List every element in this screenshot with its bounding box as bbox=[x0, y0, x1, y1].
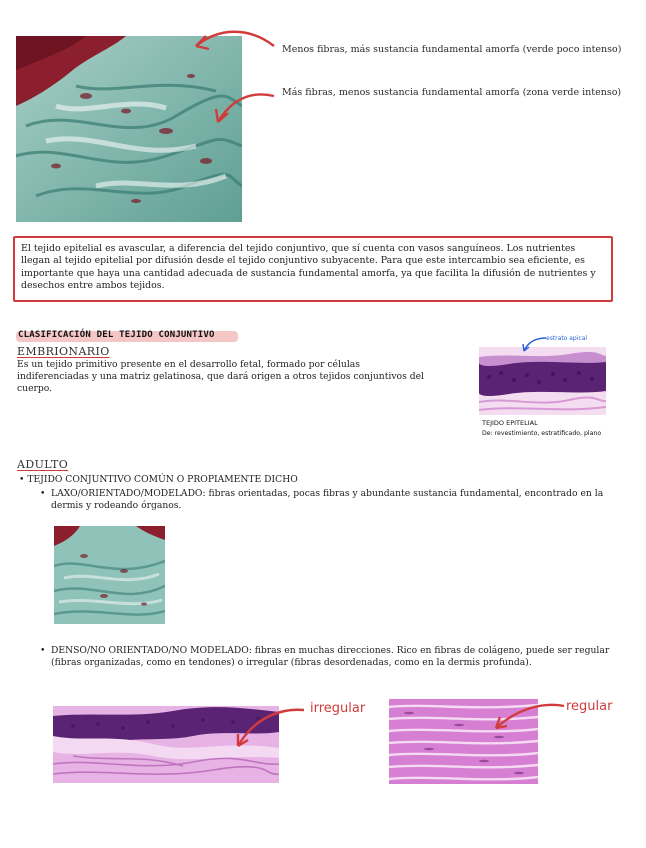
section-title: CLASIFICACIÓN DEL TEJIDO CONJUNTIVO bbox=[18, 330, 215, 340]
subheading-embrionario: EMBRIONARIO bbox=[17, 345, 110, 358]
laxo-text: LAXO/ORIENTADO/MODELADO: fibras orientadas, pocas fibras y abundante sustancia fundamental, encontrado en la dermis y rodeando órganos. bbox=[51, 488, 604, 511]
epithelium-note-line-1: TEJIDO EPITELIAL bbox=[482, 419, 538, 427]
subheading-adulto: ADULTO bbox=[17, 458, 69, 471]
bullet-common-text: TEJIDO CONJUNTIVO COMÚN O PROPIAMENTE DICHO bbox=[27, 474, 298, 485]
bullet-laxo bbox=[40, 488, 626, 512]
arrow-to-caption-1 bbox=[178, 24, 278, 124]
bullet-dot: • bbox=[40, 645, 46, 656]
caption-more-fibers: Más fibras, menos sustancia fundamental amorfa (zona verde intenso) bbox=[282, 87, 622, 98]
caption-less-fibers: Menos fibras, más sustancia fundamental amorfa (verde poco intenso) bbox=[282, 44, 622, 55]
micrograph-trichrome-small bbox=[54, 526, 165, 624]
arrow-regular bbox=[488, 700, 568, 740]
micrograph-epithelium bbox=[479, 347, 606, 415]
label-irregular: irregular bbox=[310, 701, 366, 716]
epithelium-note-line-2: De: revestimiento, estratificado, plano bbox=[482, 430, 602, 437]
embrionario-text: Es un tejido primitivo presente en el desarrollo fetal, formado por células indiferenciadas y una matriz gelatinosa, que dará origen a otros tejidos conjuntivos del cuerpo. bbox=[17, 359, 424, 394]
bullet-dot: • bbox=[40, 488, 46, 499]
denso-text: DENSO/NO ORIENTADO/NO MODELADO: fibras en muchas direcciones. Rico en fibras de colágeno, puede ser regular (fibras organizadas, como en tendones) o irregular (fibras desordenadas, como en la dermis profunda). bbox=[51, 645, 610, 668]
epithelium-note-box: El tejido epitelial es avascular, a diferencia del tejido conjuntivo, que sí cuenta con vasos sanguíneos. Los nutrientes llegan al tejido epitelial por difusión desde el tejido conjuntivo subyacente. Para que este intercambio sea eficiente, es importante que haya una cantidad adecuada de sustancia fundamental amorfa, ya que facilita la difusión de nutrientes y desechos entre ambos tejidos. bbox=[13, 236, 613, 302]
label-regular: regular bbox=[566, 699, 613, 714]
bullet-common-connective bbox=[19, 474, 298, 486]
epithelium-arrow-label: estrato apical bbox=[546, 335, 588, 342]
arrow-irregular bbox=[228, 704, 308, 754]
bullet-denso bbox=[40, 645, 626, 669]
bullet-dot: • bbox=[19, 474, 28, 485]
